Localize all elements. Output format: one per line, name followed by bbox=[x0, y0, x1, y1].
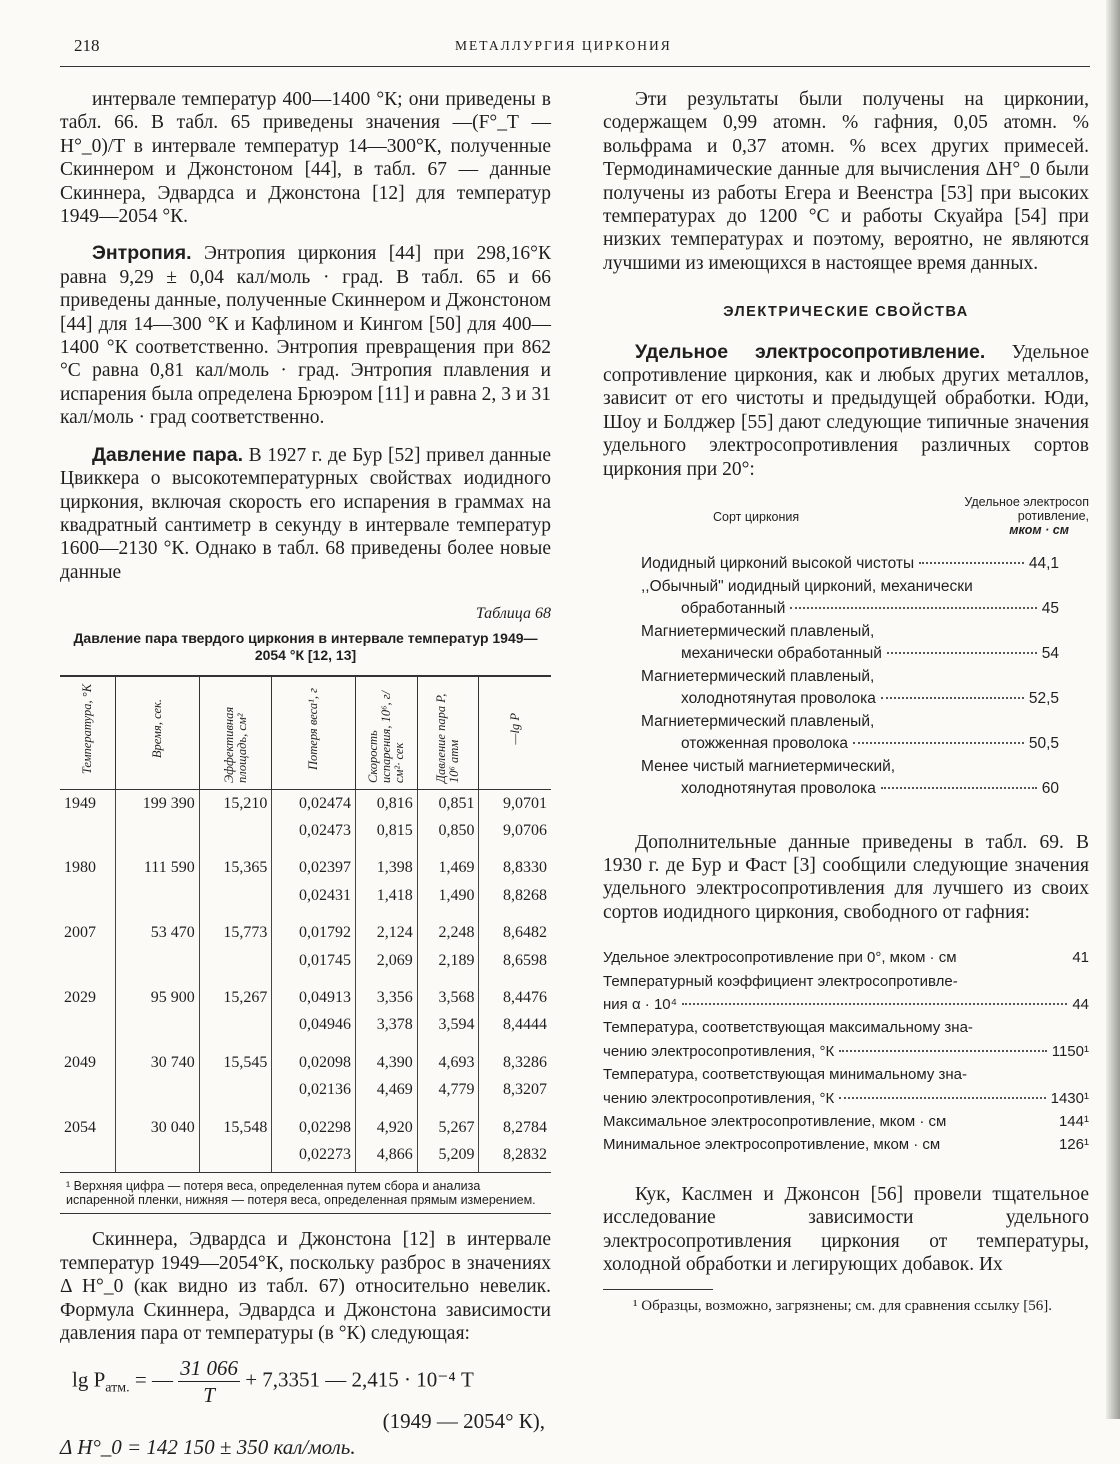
property-value: 44 bbox=[1072, 996, 1089, 1014]
table-row bbox=[60, 1104, 551, 1141]
page-header bbox=[60, 36, 1090, 67]
table-cell: 53 470 bbox=[116, 909, 200, 946]
list-item-value: 60 bbox=[1041, 780, 1059, 798]
table-cell: 199 390 bbox=[116, 789, 200, 817]
run-in-heading: Удельное электросопротивление. bbox=[635, 340, 986, 363]
table-title: Давление пара твердого циркония в интервале температур 1949—2054 °К [12, 13] bbox=[73, 629, 538, 663]
table-caption: Таблица 68 bbox=[475, 605, 551, 623]
table-cell: 4,469 bbox=[356, 1076, 418, 1103]
paragraph-text: Энтропия циркония [44] при 298,16°К равна 9,29 ± 0,04 кал/моль · град. В табл. 65 и 66 приведены данные, полученные Скиннером и Джонстоном [44] для 14—300 °К и Кафлином и Кингом [50] для 400—1400 °К соответственно. Энтропия превращения при 862 °С равна 0,81 кал/моль · град. Энтропия плавления и испарения была определена Брюэром [11] и равна 2, 3 и 31 кал/моль · град соответственно. bbox=[60, 243, 551, 429]
table-row bbox=[60, 817, 551, 844]
table-cell bbox=[60, 1141, 116, 1172]
header-label: Время, сек. bbox=[149, 699, 164, 759]
list-item-label: Магниетермический плавленый, bbox=[641, 712, 875, 730]
table-cell: 0,851 bbox=[417, 789, 479, 817]
paragraph-vapor-pressure bbox=[60, 444, 551, 584]
table-footnote: ¹ Верхняя цифра — потеря веса, определенная путем сбора и анализа испаренной пленки, нижняя — потеря веса, определенная прямым измерением. bbox=[60, 1172, 551, 1214]
list-item-label: Магниетермический плавленый, bbox=[641, 667, 875, 685]
table-cell: 2029 bbox=[64, 988, 96, 1006]
run-in-heading: Давление пара. bbox=[92, 443, 243, 466]
table-cell: 30 040 bbox=[116, 1104, 200, 1141]
property-label: Температура, соответствующая минимальному зна- bbox=[603, 1066, 968, 1084]
table-cell bbox=[60, 1011, 116, 1038]
list-item bbox=[603, 643, 1089, 666]
list-item bbox=[603, 733, 1089, 756]
list-item-value: 50,5 bbox=[1028, 735, 1059, 753]
list-item bbox=[603, 688, 1089, 711]
run-in-heading: Энтропия. bbox=[92, 242, 192, 265]
table-cell: 0,02136 bbox=[272, 1076, 356, 1103]
list-header-resistivity bbox=[909, 495, 1089, 537]
table-row bbox=[60, 789, 551, 817]
table-cell: 8,8268 bbox=[479, 882, 551, 909]
table-cell bbox=[60, 947, 116, 974]
leader-dots bbox=[881, 697, 1024, 699]
table-cell bbox=[199, 1076, 272, 1103]
table-cell: 0,01745 bbox=[272, 947, 356, 974]
table-cell: 8,2784 bbox=[479, 1104, 551, 1141]
property-label: Температура, соответствующая максимальному зна- bbox=[603, 1019, 973, 1037]
table-cell: 15,267 bbox=[199, 974, 272, 1011]
property-row bbox=[603, 993, 1089, 1016]
leader-dots bbox=[839, 1050, 1046, 1052]
property-label: Удельное электросопротивление при 0°, мком · см bbox=[603, 949, 957, 967]
list-item-label: холоднотянутая проволока bbox=[681, 690, 876, 708]
table-cell: 1,469 bbox=[417, 844, 479, 881]
right-column bbox=[603, 88, 1089, 1316]
property-value: 144¹ bbox=[1058, 1113, 1089, 1131]
table-cell: 15,545 bbox=[199, 1039, 272, 1076]
header-line: ротивление, bbox=[1017, 509, 1089, 524]
fraction-denominator: T bbox=[203, 1383, 215, 1408]
table-row bbox=[60, 1039, 551, 1076]
list-item-label: холоднотянутая проволока bbox=[681, 780, 876, 798]
property-label: Минимальное электросопротивление, мком · см bbox=[603, 1136, 941, 1154]
table-cell: 0,04946 bbox=[272, 1011, 356, 1038]
formula-line bbox=[60, 1355, 551, 1408]
list-item-value: 52,5 bbox=[1028, 690, 1059, 708]
property-row bbox=[603, 1110, 1089, 1133]
table-cell bbox=[199, 882, 272, 909]
table-cell: 8,2832 bbox=[479, 1141, 551, 1172]
table-cell bbox=[199, 817, 272, 844]
table-body bbox=[60, 789, 551, 1172]
list-item-label: ,,Обычный" иодидный цирконий, механически bbox=[641, 577, 973, 595]
paragraph-resistivity bbox=[603, 341, 1089, 481]
table-cell bbox=[116, 947, 200, 974]
table-row bbox=[60, 1141, 551, 1172]
header-unit: мком · см bbox=[1009, 523, 1069, 538]
table-header-cell bbox=[417, 676, 479, 790]
table-cell: 0,816 bbox=[356, 789, 418, 817]
table-header-cell bbox=[116, 676, 200, 790]
formula-rest: + 7,3351 — 2,415 · 10⁻⁴ T bbox=[245, 1367, 474, 1392]
table-cell: 8,4444 bbox=[479, 1011, 551, 1038]
list-item bbox=[603, 666, 1089, 689]
property-label: чению электросопротивления, °К bbox=[603, 1089, 835, 1107]
table-header-cell bbox=[479, 676, 551, 790]
table-cell: 2,189 bbox=[417, 947, 479, 974]
header-label: Потеря веса¹, г bbox=[306, 687, 321, 770]
table-header-cell bbox=[356, 676, 418, 790]
table-cell: 8,8330 bbox=[479, 844, 551, 881]
formula-range: (1949 — 2054° К), bbox=[382, 1409, 545, 1434]
table-header-cell bbox=[60, 676, 116, 790]
table-cell: 4,779 bbox=[417, 1076, 479, 1103]
header-line: Удельное электросоп bbox=[964, 495, 1089, 510]
table-cell: 8,3286 bbox=[479, 1039, 551, 1076]
table-cell bbox=[116, 882, 200, 909]
table-cell: 111 590 bbox=[116, 844, 200, 881]
paragraph-entropy bbox=[60, 242, 551, 429]
property-label: ния α · 10⁴ bbox=[603, 996, 678, 1014]
formula-lhs: lg P bbox=[72, 1367, 106, 1392]
list-header-grade: Сорт циркония bbox=[713, 510, 800, 525]
property-row bbox=[603, 1040, 1089, 1063]
table-cell: 0,01792 bbox=[272, 909, 356, 946]
table-cell: 2049 bbox=[64, 1053, 96, 1071]
table-cell bbox=[116, 1011, 200, 1038]
table-cell: 0,02397 bbox=[272, 844, 356, 881]
footnote-rule bbox=[603, 1289, 713, 1290]
list-item bbox=[603, 756, 1089, 779]
table-cell: 2,124 bbox=[356, 909, 418, 946]
table-cell: 1949 bbox=[64, 794, 96, 812]
header-label: Давление пара P, 10⁶ атм bbox=[434, 693, 462, 783]
table-cell: 9,0706 bbox=[479, 817, 551, 844]
section-heading: ЭЛЕКТРИЧЕСКИЕ СВОЙСТВА bbox=[723, 304, 969, 321]
list-item-value: 44,1 bbox=[1028, 555, 1059, 573]
vapor-pressure-formula bbox=[60, 1355, 551, 1460]
property-label: Максимальное электросопротивление, мком · см bbox=[603, 1113, 947, 1131]
table-cell bbox=[116, 1141, 200, 1172]
resistivity-list bbox=[603, 553, 1089, 801]
paragraph-text: В 1927 г. де Бур [52] привел данные Цвиккера о высокотемпературных свойствах иодидного циркония, включая скорость его испарения в граммах на квадратный сантиметр в секунду в интервале температур 1600—2130 °К. Однако в табл. 68 приведены более новые данные bbox=[60, 444, 551, 583]
table-row bbox=[60, 1076, 551, 1103]
header-label: Температура, °К bbox=[80, 683, 95, 774]
table-cell: 4,390 bbox=[356, 1039, 418, 1076]
table-cell: 4,866 bbox=[356, 1141, 418, 1172]
table-cell: 3,378 bbox=[356, 1011, 418, 1038]
table-cell: 0,02431 bbox=[272, 882, 356, 909]
paragraph-text: Удельное сопротивление циркония, как и любых других металлов, зависит от его чистоты и предыдущей обработки. Юди, Шоу и Болджер [55] дают следующие типичные значения удельного электросопротивления различных сортов циркония при 20°: bbox=[603, 341, 1089, 480]
table-cell: 3,356 bbox=[356, 974, 418, 1011]
leader-dots bbox=[682, 1003, 1067, 1005]
table-cell: 2007 bbox=[64, 924, 96, 942]
property-label: Температурный коэффициент электросопротивле- bbox=[603, 972, 958, 990]
property-value: 41 bbox=[1072, 949, 1089, 967]
table-cell: 2,248 bbox=[417, 909, 479, 946]
property-row bbox=[603, 1133, 1089, 1156]
list-item-label: Иодидный цирконий высокой чистоты bbox=[641, 555, 915, 573]
leader-dots bbox=[919, 562, 1024, 564]
header-label: —lg P bbox=[507, 713, 522, 745]
table-row bbox=[60, 1011, 551, 1038]
table-cell: 0,02473 bbox=[272, 817, 356, 844]
leader-dots bbox=[790, 607, 1036, 609]
table-cell: 3,568 bbox=[417, 974, 479, 1011]
table-cell: 15,365 bbox=[199, 844, 272, 881]
table-cell: 0,02273 bbox=[272, 1141, 356, 1172]
table-row bbox=[60, 844, 551, 881]
header-label: Эффективная площадь, см² bbox=[221, 706, 249, 783]
list-item-label: обработанный bbox=[681, 600, 786, 618]
paragraph: Скиннера, Эдвардса и Джонстона [12] в интервале температур 1949—2054°К, поскольку разброс в значениях Δ H°_0 (как видно из табл. 67) относительно невелик. Формула Скиннера, Эдвардса и Джонстона зависимости давления пара от температуры (в °К) следующая: bbox=[60, 1229, 551, 1345]
table-cell: 8,6598 bbox=[479, 947, 551, 974]
table-row bbox=[60, 909, 551, 946]
table-cell: 1,490 bbox=[417, 882, 479, 909]
formula-subscript: атм. bbox=[105, 1380, 130, 1396]
table-cell: 5,267 bbox=[417, 1104, 479, 1141]
paragraph: интервале температур 400—1400 °К; они приведены в табл. 66. В табл. 65 приведены значения —(F°_Т — H°_0)/T в интервале температур 14—300°К, полученные Скиннером и Джонстоном [44], в табл. 67 — данные Скиннера, Эдвардса и Джонстона [12] для температур 1949—2054 °К. bbox=[60, 89, 551, 228]
table-cell: 8,6482 bbox=[479, 909, 551, 946]
resistivity-list-header bbox=[603, 495, 1089, 537]
table-row bbox=[60, 947, 551, 974]
properties-list bbox=[603, 946, 1089, 1157]
paragraph: Эти результаты были получены на цирконии, содержащем 0,99 атомн. % гафния, 0,05 атомн. % вольфрама и 0,37 атомн. % всех других примесей. Термодинамические данные для вычисления ΔH°_0 были получены из работы Егера и Веенстра [53] при высоких температурах до 1200 °С и работы Скуайра [54] при низких температурах и поэтому, вероятно, не являются лучшими из имеющихся в настоящее время данных. bbox=[603, 89, 1089, 274]
table-cell: 0,02098 bbox=[272, 1039, 356, 1076]
list-item-label: Менее чистый магниетермический, bbox=[641, 757, 896, 775]
page-number: 218 bbox=[74, 36, 100, 55]
property-value: 1150¹ bbox=[1051, 1042, 1089, 1060]
table-cell bbox=[116, 1076, 200, 1103]
leader-dots bbox=[853, 742, 1024, 744]
page-footnote: ¹ Образцы, возможно, загрязнены; см. для сравнения ссылку [56]. bbox=[633, 1297, 1053, 1314]
table-cell: 8,4476 bbox=[479, 974, 551, 1011]
table-cell: 0,02298 bbox=[272, 1104, 356, 1141]
table-cell: 15,773 bbox=[199, 909, 272, 946]
table-cell: 15,210 bbox=[199, 789, 272, 817]
property-row bbox=[603, 1087, 1089, 1110]
table-cell: 0,04913 bbox=[272, 974, 356, 1011]
property-row bbox=[603, 970, 1089, 993]
fraction-numerator: 31 066 bbox=[180, 1356, 238, 1381]
list-item bbox=[603, 553, 1089, 576]
list-item-label: Магниетермический плавленый, bbox=[641, 622, 875, 640]
formula-eq: = — bbox=[129, 1367, 173, 1392]
table-cell: 3,594 bbox=[417, 1011, 479, 1038]
table-cell bbox=[199, 1141, 272, 1172]
list-item bbox=[603, 621, 1089, 644]
table-cell: 1980 bbox=[64, 859, 96, 877]
property-row bbox=[603, 946, 1089, 969]
page-edge-shadow bbox=[1106, 0, 1120, 1419]
paragraph: Кук, Каслмен и Джонсон [56] провели тщательное исследование зависимости удельного электросопротивления циркония от температуры, холодной обработки и легирующих добавок. Их bbox=[603, 1183, 1089, 1276]
list-item-label: механически обработанный bbox=[681, 645, 882, 663]
table-cell: 15,548 bbox=[199, 1104, 272, 1141]
table-cell: 9,0701 bbox=[479, 789, 551, 817]
table-cell: 5,209 bbox=[417, 1141, 479, 1172]
table-cell: 1,398 bbox=[356, 844, 418, 881]
table-cell bbox=[60, 882, 116, 909]
table-cell: 0,815 bbox=[356, 817, 418, 844]
leader-dots bbox=[881, 787, 1037, 789]
table-cell: 0,850 bbox=[417, 817, 479, 844]
table-cell: 4,920 bbox=[356, 1104, 418, 1141]
vapor-pressure-table bbox=[60, 675, 551, 1173]
table-cell bbox=[199, 1011, 272, 1038]
table-header-cell bbox=[272, 676, 356, 790]
table-cell bbox=[199, 947, 272, 974]
table-header-cell bbox=[199, 676, 272, 790]
table-cell bbox=[60, 1076, 116, 1103]
header-label: Скорость испарения, 10⁶, г/см²· сек bbox=[365, 690, 406, 783]
running-title: МЕТАЛЛУРГИЯ ЦИРКОНИЯ bbox=[455, 38, 672, 53]
left-column bbox=[60, 88, 551, 1460]
paragraph: Дополнительные данные приведены в табл. 69. В 1930 г. де Бур и Фаст [3] сообщили следующие значения удельного электросопротивления для лучшего из своих сортов иодидного циркония, свободного от гафния: bbox=[603, 831, 1089, 923]
table-cell: 1,418 bbox=[356, 882, 418, 909]
property-row bbox=[603, 1016, 1089, 1039]
list-item bbox=[603, 778, 1089, 801]
property-value: 1430¹ bbox=[1050, 1089, 1089, 1107]
table-cell: 0,02474 bbox=[272, 789, 356, 817]
property-row bbox=[603, 1063, 1089, 1086]
table-row bbox=[60, 882, 551, 909]
table-cell: 30 740 bbox=[116, 1039, 200, 1076]
formula-fraction bbox=[178, 1355, 240, 1408]
leader-dots bbox=[839, 1097, 1045, 1099]
table-cell: 4,693 bbox=[417, 1039, 479, 1076]
table-cell: 95 900 bbox=[116, 974, 200, 1011]
table-cell: 8,3207 bbox=[479, 1076, 551, 1103]
property-value: 126¹ bbox=[1058, 1136, 1089, 1154]
list-item bbox=[603, 598, 1089, 621]
table-cell: 2054 bbox=[64, 1118, 96, 1136]
list-item-value: 54 bbox=[1041, 645, 1059, 663]
table-cell bbox=[116, 817, 200, 844]
list-item-label: отожженная проволока bbox=[681, 735, 849, 753]
table-row bbox=[60, 974, 551, 1011]
formula-enthalpy: Δ H°_0 = 142 150 ± 350 кал/моль. bbox=[60, 1435, 356, 1460]
table-cell: 2,069 bbox=[356, 947, 418, 974]
table-header-row bbox=[60, 676, 551, 790]
leader-dots bbox=[887, 652, 1037, 654]
list-item bbox=[603, 576, 1089, 599]
table-cell bbox=[60, 817, 116, 844]
property-label: чению электросопротивления, °К bbox=[603, 1042, 835, 1060]
list-item bbox=[603, 711, 1089, 734]
list-item-value: 45 bbox=[1041, 600, 1059, 618]
